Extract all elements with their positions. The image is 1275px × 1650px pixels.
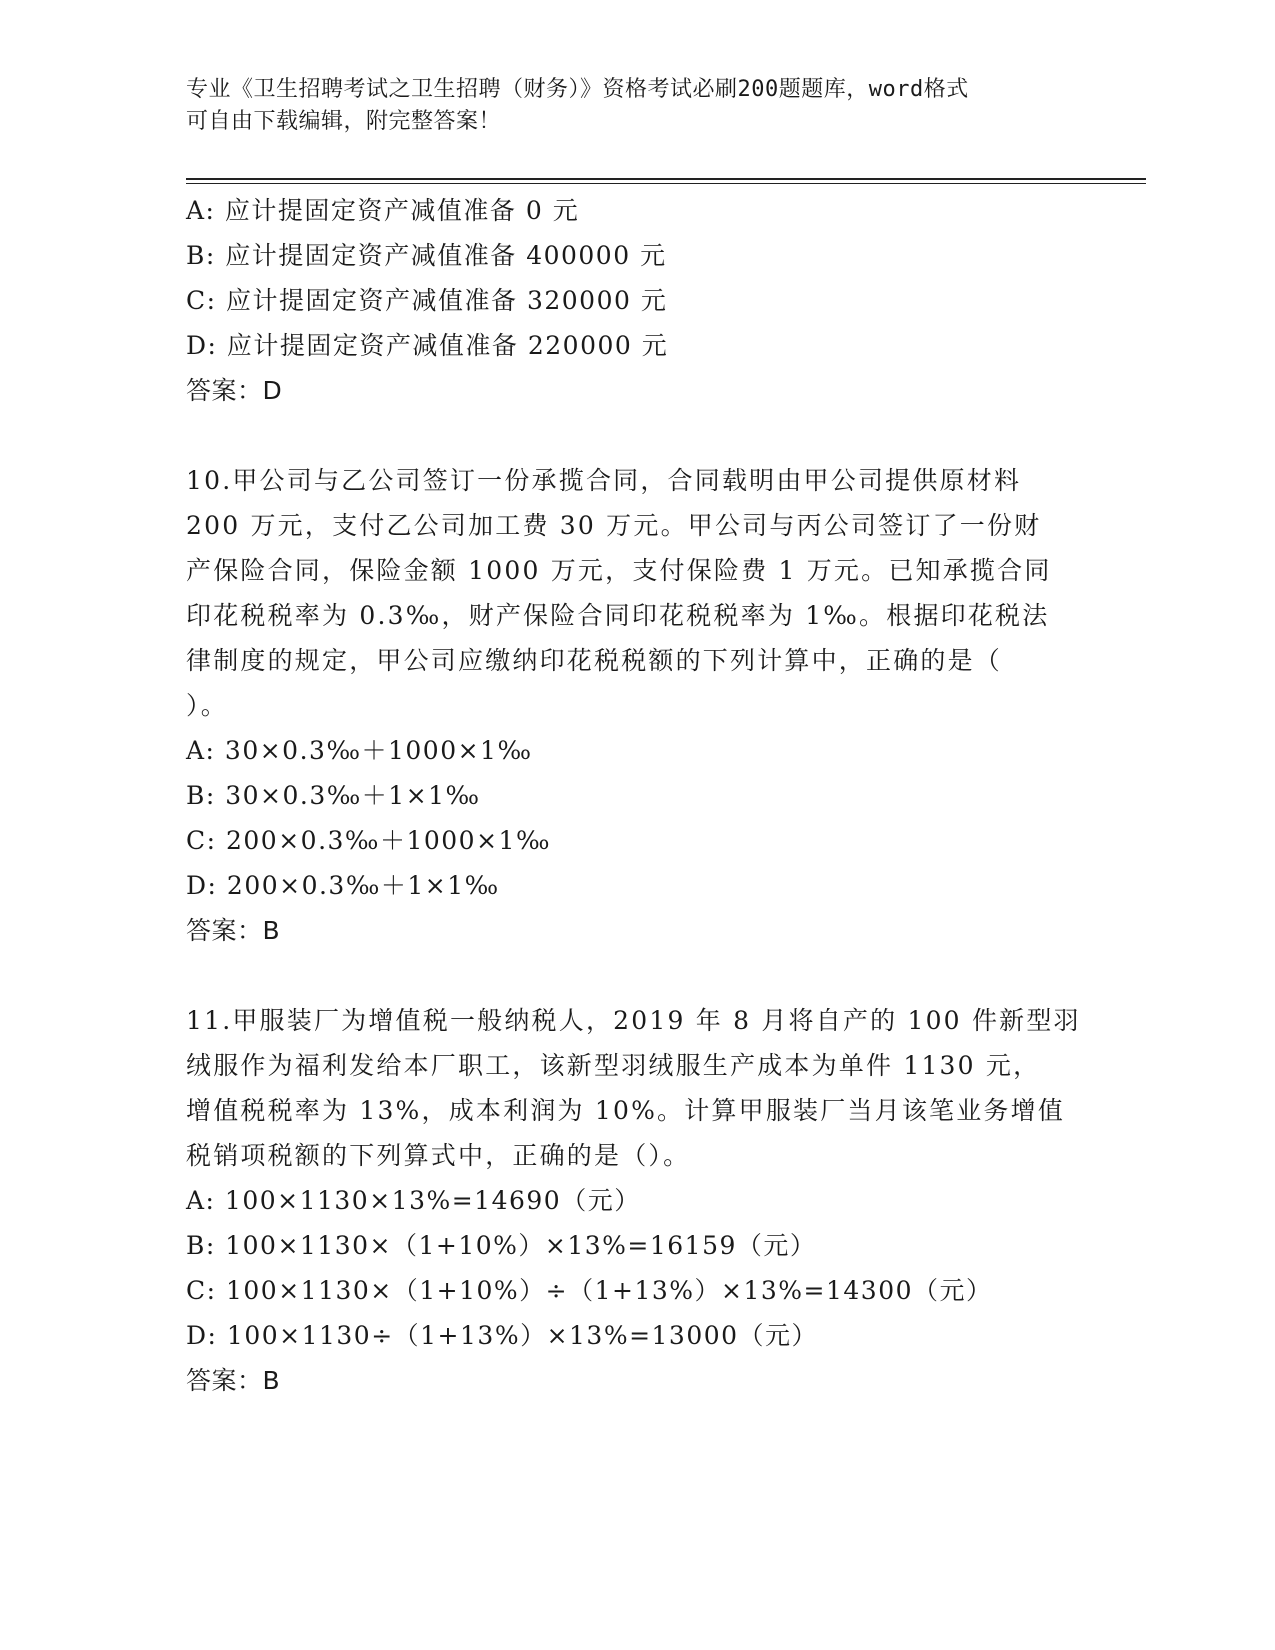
- stem-line: 10.甲公司与乙公司签订一份承揽合同，合同载明由甲公司提供原材料: [186, 466, 1022, 495]
- option-d: D: 100×1130÷（1+13%）×13%=13000（元）: [186, 1321, 819, 1350]
- stem-line: 200 万元，支付乙公司加工费 30 万元。甲公司与丙公司签订了一份财: [186, 511, 1042, 540]
- question-10: [186, 458, 1076, 953]
- question-9: [186, 188, 1076, 413]
- option-b: B: 100×1130×（1+10%）×13%=16159（元）: [186, 1231, 817, 1260]
- stem-line: ）。: [186, 691, 228, 720]
- header-divider-thin: [186, 183, 1146, 184]
- header-line-2: 可自由下载编辑，附完整答案！: [186, 109, 502, 134]
- answer-line: 答案：B: [186, 1366, 281, 1395]
- spacer: [186, 953, 1076, 998]
- option-b: B: 应计提固定资产减值准备 400000 元: [186, 241, 667, 270]
- stem-line: 产保险合同，保险金额 1000 万元，支付保险费 1 万元。已知承揽合同: [186, 556, 1052, 585]
- question-stem: [186, 998, 1081, 1178]
- option-a: A: 30×0.3‰＋1000×1‰: [186, 736, 533, 765]
- header-line-1: 专业《卫生招聘考试之卫生招聘（财务）》资格考试必刷200题题库，word格式: [186, 77, 969, 102]
- stem-line: 11.甲服装厂为增值税一般纳税人，2019 年 8 月将自产的 100 件新型羽: [186, 1006, 1081, 1035]
- option-d: D: 200×0.3‰＋1×1‰: [186, 871, 500, 900]
- header-divider-thick: [186, 178, 1146, 180]
- option-a: A: 应计提固定资产减值准备 0 元: [186, 196, 580, 225]
- option-b: B: 30×0.3‰＋1×1‰: [186, 781, 481, 810]
- stem-line: 增值税税率为 13%，成本利润为 10%。计算甲服装厂当月该笔业务增值: [186, 1096, 1066, 1125]
- option-c: C: 200×0.3‰＋1000×1‰: [186, 826, 551, 855]
- option-d: D: 应计提固定资产减值准备 220000 元: [186, 331, 669, 360]
- option-c: C: 应计提固定资产减值准备 320000 元: [186, 286, 668, 315]
- question-11: [186, 998, 1081, 1403]
- answer-line: 答案：B: [186, 916, 281, 945]
- question-stem: [186, 458, 1076, 728]
- stem-line: 印花税税率为 0.3‰，财产保险合同印花税税率为 1‰。根据印花税法: [186, 601, 1050, 630]
- answer-line: 答案：D: [186, 376, 283, 405]
- page-header: [186, 74, 1066, 138]
- stem-line: 绒服作为福利发给本厂职工，该新型羽绒服生产成本为单件 1130 元，: [186, 1051, 1041, 1080]
- stem-line: 律制度的规定，甲公司应缴纳印花税税额的下列计算中，正确的是（: [186, 646, 1003, 675]
- stem-line: 税销项税额的下列算式中，正确的是（）。: [186, 1141, 691, 1170]
- option-c: C: 100×1130×（1+10%）÷（1+13%）×13%=14300（元）: [186, 1276, 993, 1305]
- option-a: A: 100×1130×13%=14690（元）: [186, 1186, 641, 1215]
- question-content: [186, 188, 1081, 1403]
- spacer: [186, 413, 1076, 458]
